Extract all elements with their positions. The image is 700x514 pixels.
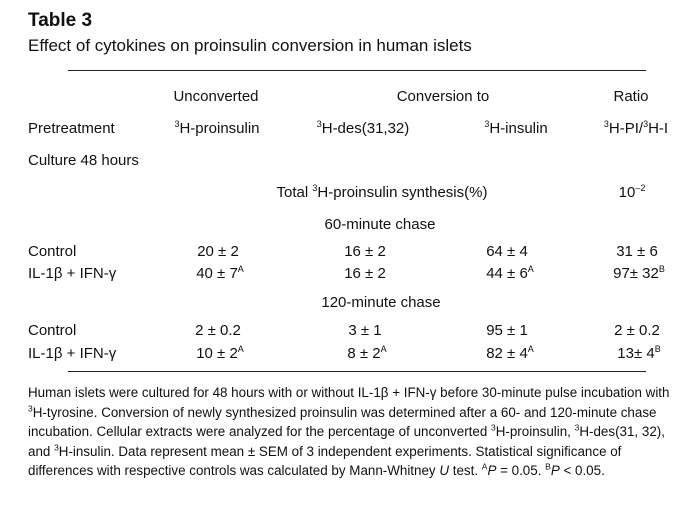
row-label: Control bbox=[28, 322, 77, 339]
cell-proinsulin: $10 \pm 2^A$ bbox=[196, 344, 244, 362]
cell-ratio: 2 ± 0.2 bbox=[614, 322, 660, 339]
cell-des: 3 ± 1 bbox=[348, 322, 382, 339]
cell-insulin: $44 \pm 6^A$ bbox=[486, 264, 534, 282]
culture-row-label: Culture 48 hours bbox=[28, 152, 139, 169]
row-label: IL-1β + IFN-γ bbox=[28, 345, 117, 362]
row-label: Control bbox=[28, 243, 77, 260]
cell-des: $8 \pm 2^A$ bbox=[347, 344, 387, 362]
cell-proinsulin: 20 ± 2 bbox=[197, 243, 239, 260]
synthesis-row-value: $10^{-2}$ bbox=[618, 183, 646, 201]
section-title-120min: 120-minute chase bbox=[321, 294, 441, 311]
cell-proinsulin: 2 ± 0.2 bbox=[195, 322, 241, 339]
cell-des: 16 ± 2 bbox=[344, 243, 386, 260]
header-des: $^3$H-des(31,32) bbox=[316, 119, 410, 137]
synthesis-row-label: Total $^3$H-proinsulin synthesis(%) bbox=[276, 183, 488, 201]
header-unconverted: Unconverted bbox=[173, 88, 259, 105]
cell-insulin: $82 \pm 4^A$ bbox=[486, 344, 534, 362]
cell-insulin: 64 ± 4 bbox=[486, 243, 528, 260]
cell-des: 16 ± 2 bbox=[344, 265, 386, 282]
cell-ratio: $13\pm 4^B$ bbox=[617, 344, 661, 362]
table-label: Table 3 bbox=[28, 10, 93, 31]
cell-ratio: 31 ± 6 bbox=[616, 243, 658, 260]
header-pretreatment: Pretreatment bbox=[28, 120, 115, 137]
cell-proinsulin: $40 \pm 7^A$ bbox=[196, 264, 244, 282]
header-proinsulin: $^3$H-proinsulin bbox=[174, 119, 260, 137]
bottom-rule bbox=[68, 371, 646, 372]
section-title-60min: 60-minute chase bbox=[324, 216, 436, 233]
top-rule bbox=[68, 70, 646, 71]
header-ratio-hpi-hi: $^3$H-PI/$^3$H-I bbox=[603, 119, 669, 137]
table-caption: Effect of cytokines on proinsulin conversion in human islets bbox=[28, 36, 472, 55]
header-ratio: Ratio bbox=[613, 88, 649, 105]
header-conversion-to: Conversion to bbox=[396, 88, 490, 105]
cell-insulin: 95 ± 1 bbox=[486, 322, 528, 339]
cell-ratio: $97\pm 32^B$ bbox=[613, 264, 665, 282]
header-insulin: $^3$H-insulin bbox=[484, 119, 548, 137]
table-footnote: Human islets were cultured for 48 hours with or without IL-1β + IFN-γ before 30-minute pulse incubation with $^3$H-tyrosine. Conversion of newly synthesized proinsulin was determined after a 60- and 120-minute chase incubation. Cellular extracts were analyzed for the percentage of unconverted $^3$H-proinsulin, $^3$H-des(31, 32), and $^3$H-insulin. Data represent mean ± SEM of 3 independent experiments. Statistical significance of differences with respective controls was calculated by Mann-Whitney U test. $^A$P = 0.05. $^B$P < 0.05. bbox=[28, 385, 670, 479]
row-label: IL-1β + IFN-γ bbox=[28, 265, 117, 282]
